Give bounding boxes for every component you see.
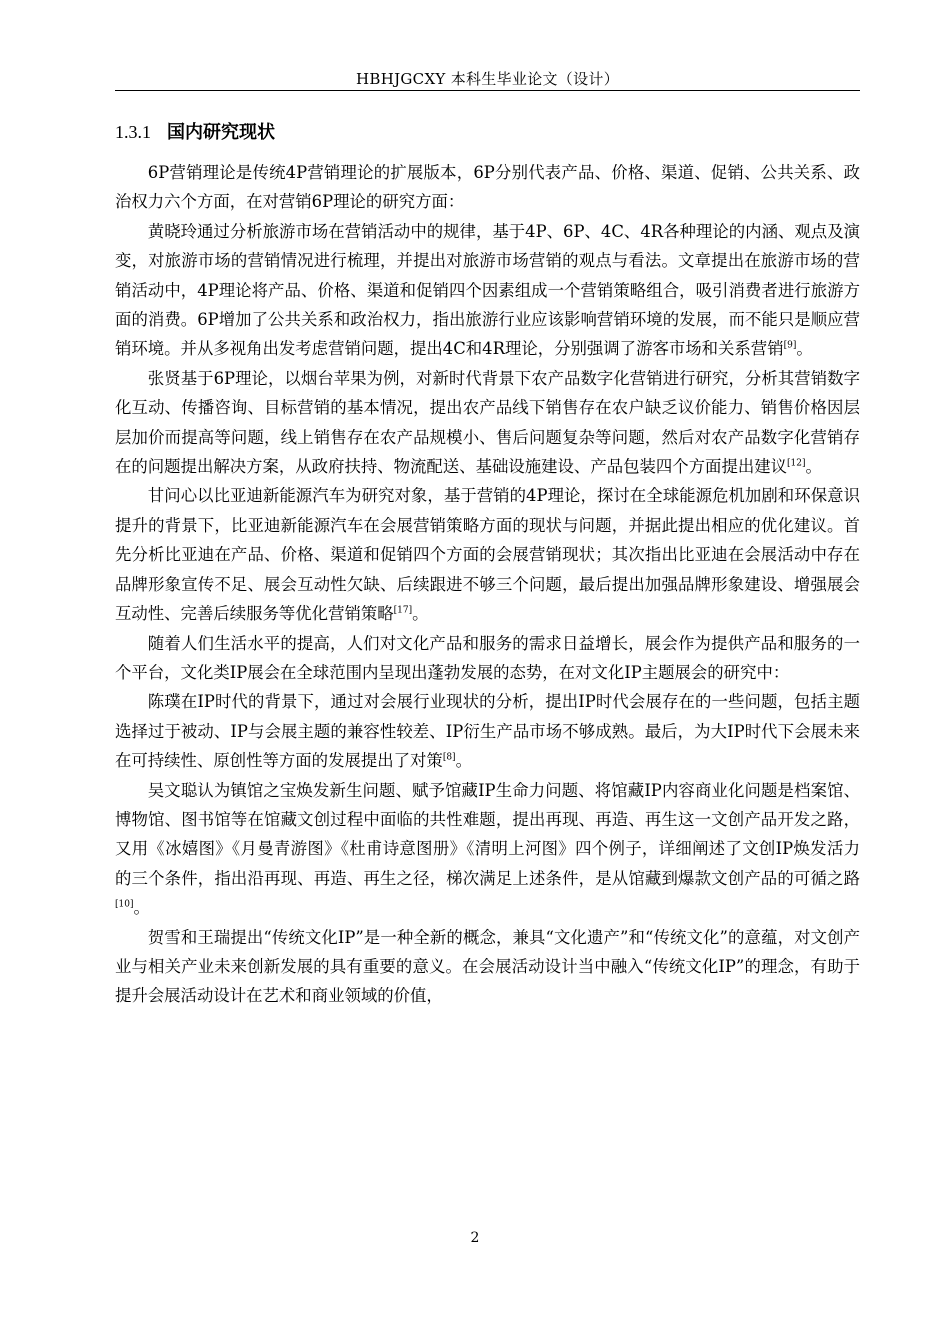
paragraph: 吴文聪认为镇馆之宝焕发新生问题、赋予馆藏IP生命力问题、将馆藏IP内容商业化问题是档案馆、博物馆、图书馆等在馆藏文创过程中面临的共性难题，提出再现、再造、再生这一文创产品开发之路，又用《冰嬉图》《月曼青游图》《杜甫诗意图册》《清明上河图》四个例子，详细阐述了文创IP焕发活力的三个条件，指出沿再现、再造、再生之径，梯次满足上述条件，是从馆藏到爆款文创产品的可循之路[10]。 xyxy=(115,780,860,918)
header-rule xyxy=(115,90,860,91)
paragraph: 黄晓玲通过分析旅游市场在营销活动中的规律，基于4P、6P、4C、4R各种理论的内涵、观点及演变，对旅游市场的营销情况进行梳理，并提出对旅游市场营销的观点与看法。文章提出在旅游市场的营销活动中，4P理论将产品、价格、渠道和促销四个因素组成一个营销策略组合，吸引消费者进行旅游方面的消费。6P增加了公共关系和政治权力，指出旅游行业应该影响营销环境的发展，而不能只是顺应营销环境。并从多视角出发考虑营销问题，提出4C和4R理论，分别强调了游客市场和关系营销[9]。 xyxy=(115,221,860,359)
paragraph: 甘问心以比亚迪新能源汽车为研究对象，基于营销的4P理论，探讨在全球能源危机加剧和环保意识提升的背景下，比亚迪新能源汽车在会展营销策略方面的现状与问题，并据此提出相应的优化建议。首先分析比亚迪在产品、价格、渠道和促销四个方面的会展营销现状；其次指出比亚迪在会展活动中存在品牌形象宣传不足、展会互动性欠缺、后续跟进不够三个问题，最后提出加强品牌形象建设、增强展会互动性、完善后续服务等优化营销策略[17]。 xyxy=(115,486,860,624)
paragraph: 随着人们生活水平的提高，人们对文化产品和服务的需求日益增长，展会作为提供产品和服务的一个平台，文化类IP展会在全球范围内呈现出蓬勃发展的态势，在对文化IP主题展会的研究中： xyxy=(115,633,860,682)
citation: [10] xyxy=(115,899,134,910)
citation: [8] xyxy=(442,752,456,763)
body-text xyxy=(115,158,860,1011)
paragraph: 张贤基于6P理论，以烟台苹果为例，对新时代背景下农产品数字化营销进行研究，分析其营销数字化互动、传播咨询、目标营销的基本情况，提出农产品线下销售存在农户缺乏议价能力、销售价格因层层加价而提高等问题，线上销售存在农产品规模小、售后问题复杂等问题，然后对农产品数字化营销存在的问题提出解决方案，从政府扶持、物流配送、基础设施建设、产品包装四个方面提出建议[12]。 xyxy=(115,368,860,477)
citation: [9] xyxy=(783,340,797,351)
paragraph: 陈璞在IP时代的背景下，通过对会展行业现状的分析，提出IP时代会展存在的一些问题，包括主题选择过于被动、IP与会展主题的兼容性较差、IP衍生产品市场不够成熟。最后，为大IP时代下会展未来在可持续性、原创性等方面的发展提出了对策[8]。 xyxy=(115,692,860,771)
paragraph: 6P营销理论是传统4P营销理论的扩展版本，6P分别代表产品、价格、渠道、促销、公共关系、政治权力六个方面，在对营销6P理论的研究方面： xyxy=(115,163,860,212)
citation: [12] xyxy=(787,458,806,469)
section-heading xyxy=(115,118,275,144)
page-number: 2 xyxy=(470,1230,480,1246)
page-header: HBHJGCXY 本科生毕业论文（设计） xyxy=(355,70,619,88)
section-title: 国内研究现状 xyxy=(167,122,275,143)
paragraph: 贺雪和王瑞提出“传统文化IP”是一种全新的概念，兼具“文化遗产”和“传统文化”的意蕴，对文创产业与相关产业未来创新发展的具有重要的意义。在会展活动设计当中融入“传统文化IP”的理念，有助于提升会展活动设计在艺术和商业领域的价值， xyxy=(115,927,860,1006)
section-number: 1.3.1 xyxy=(115,122,151,142)
citation: [17] xyxy=(393,605,413,616)
